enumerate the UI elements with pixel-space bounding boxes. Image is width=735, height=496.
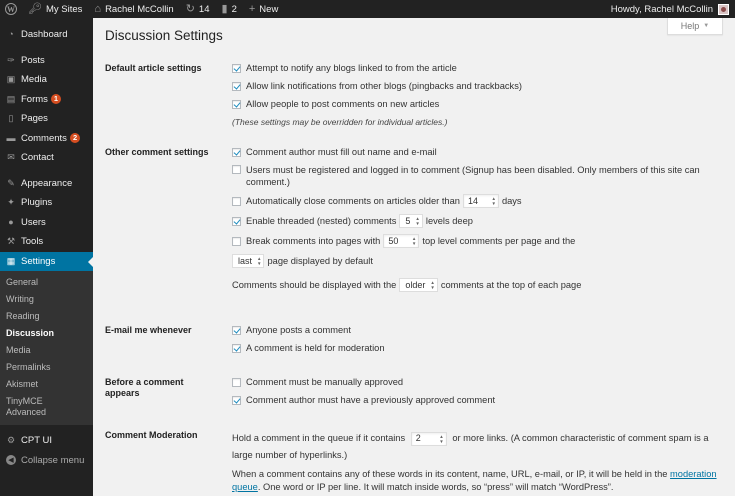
email-moderation-checkbox[interactable]: [232, 344, 241, 353]
howdy-label: Howdy, Rachel McCollin: [610, 3, 713, 15]
default-page-select[interactable]: [232, 254, 264, 268]
option-label: Allow people to post comments on new articles: [246, 99, 440, 109]
moderation-words-description: [232, 468, 722, 494]
option-label: Allow link notifications from other blogs (pingbacks and trackbacks): [246, 81, 522, 91]
wrench-icon: ⚒︎: [6, 236, 16, 247]
submenu-writing[interactable]: Writing: [6, 294, 34, 304]
registration-required-checkbox[interactable]: [232, 165, 241, 174]
option-label: Break comments into pages with: [246, 235, 381, 246]
submenu-tinymce-advanced[interactable]: TinyMCE Advanced: [6, 396, 47, 417]
option-label: Attempt to notify any blogs linked to from the article: [246, 63, 457, 73]
menu-dashboard[interactable]: [0, 25, 93, 45]
my-account-menu[interactable]: [605, 0, 735, 18]
section-label: Comment Moderation: [105, 430, 198, 440]
select-arrows-icon: ▲ ▼: [257, 256, 262, 266]
email-new-comment-checkbox[interactable]: [232, 326, 241, 335]
menu-label: Users: [21, 216, 46, 228]
collapse-arrow-icon: ◀: [6, 455, 16, 465]
input-value: 14: [467, 195, 478, 206]
main-content: [93, 18, 735, 496]
menu-settings[interactable]: [0, 252, 93, 272]
menu-label: Dashboard: [21, 29, 68, 41]
moderation-queue-link[interactable]: moderation queue: [232, 469, 717, 492]
site-name-menu[interactable]: [88, 0, 179, 18]
pages-icon: ▯: [8, 113, 14, 124]
require-name-email-checkbox[interactable]: [232, 148, 241, 157]
option-label: Enable threaded (nested) comments: [246, 215, 397, 226]
paginate-comments-checkbox[interactable]: [232, 237, 241, 246]
option-label: Comments should be displayed with the: [232, 279, 397, 290]
section-label: Before a comment appears: [105, 377, 184, 398]
avatar: [718, 4, 729, 15]
manual-approval-checkbox[interactable]: [232, 378, 241, 387]
new-content-menu[interactable]: [243, 0, 284, 18]
wordpress-logo-menu[interactable]: [0, 0, 22, 18]
submenu-reading[interactable]: Reading: [6, 311, 40, 321]
option-label: Comment author must fill out name and e-mail: [246, 147, 437, 157]
option-label: A comment is held for moderation: [246, 343, 385, 353]
option-label: page displayed by default: [267, 255, 373, 266]
menu-label: Tools: [21, 236, 44, 248]
menu-plugins[interactable]: [0, 193, 93, 213]
override-note: (These settings may be overridden for individual articles.): [232, 117, 448, 127]
my-sites-menu[interactable]: [22, 0, 88, 18]
menu-label: Pages: [21, 113, 48, 125]
my-sites-label: My Sites: [45, 3, 83, 15]
prior-approval-option: [232, 395, 712, 406]
collapse-label: Collapse menu: [21, 454, 85, 466]
paginate-comments-option: [232, 234, 712, 248]
pin-icon: ✑: [7, 54, 15, 65]
registration-required-option: [232, 164, 712, 188]
option-label: top level comments per page and the: [422, 235, 576, 246]
option-label: comments at the top of each page: [440, 279, 582, 290]
input-value: 2: [415, 433, 421, 444]
hold-links-option: [232, 430, 722, 464]
pingbacks-option: [232, 81, 712, 92]
option-label: Comment author must have a previously approved comment: [246, 395, 496, 405]
wordpress-logo-icon: W: [7, 4, 15, 14]
option-label: days: [501, 195, 522, 206]
updates-count: 14: [198, 3, 210, 15]
spinner-icon: ▲ ▼: [411, 236, 417, 246]
page-title: Discussion Settings: [105, 28, 223, 43]
comments-menu[interactable]: [216, 0, 243, 18]
option-label: or more links. (A common characteristic of comment spam is a large number of hyperlinks.): [232, 433, 709, 460]
admin-bar: [0, 0, 735, 18]
option-label: Users must be registered and logged in to comment (Signup has been disabled. Only members of this site can comment.): [246, 165, 700, 187]
menu-label: Posts: [21, 54, 45, 66]
forms-badge: 1: [51, 94, 61, 104]
mail-icon: ✉︎: [7, 152, 15, 163]
media-icon: ▣: [6, 74, 16, 85]
comments-badge: 2: [70, 133, 80, 143]
notify-blogs-option: [232, 63, 712, 74]
option-label: levels deep: [425, 215, 473, 226]
section-label: Other comment settings: [105, 147, 209, 157]
menu-label: Plugins: [21, 197, 53, 209]
forms-icon: ▤: [6, 93, 16, 104]
menu-posts[interactable]: [0, 51, 93, 71]
menu-cpt-ui[interactable]: [0, 431, 93, 451]
updates-icon: ↻: [185, 2, 195, 15]
menu-label: Settings: [21, 255, 56, 267]
option-label: Comment must be manually approved: [246, 377, 404, 387]
gear-icon: ⚙︎: [6, 435, 16, 446]
plus-icon: +: [248, 2, 256, 15]
spinner-icon: ▲ ▼: [439, 433, 444, 444]
notify-blogs-checkbox[interactable]: [232, 64, 241, 73]
my-sites-icon: 🔑︎: [28, 2, 42, 15]
menu-comments[interactable]: [0, 129, 93, 149]
email-moderation-option: [232, 343, 712, 354]
thread-depth-select[interactable]: [399, 214, 422, 228]
submenu-discussion[interactable]: Discussion: [6, 328, 55, 338]
collapse-menu-button[interactable]: [0, 451, 93, 471]
section-label: Default article settings: [105, 63, 202, 73]
max-links-input[interactable]: [411, 432, 447, 446]
help-tab-button[interactable]: [667, 18, 723, 35]
chevron-down-icon: ▼: [703, 23, 710, 29]
menu-label: Appearance: [21, 177, 73, 189]
submenu-akismet[interactable]: Akismet: [6, 379, 39, 389]
comments-icon: ▬: [6, 132, 16, 143]
comment-bubble-icon: ▮: [221, 2, 228, 15]
menu-media[interactable]: [0, 70, 93, 90]
manual-approval-option: [232, 377, 712, 388]
submenu-media[interactable]: Media: [6, 345, 31, 355]
require-name-email-option: [232, 147, 712, 158]
select-value: older: [405, 279, 426, 290]
settings-icon: ▦: [6, 255, 16, 266]
menu-pages[interactable]: [0, 109, 93, 129]
threaded-comments-checkbox[interactable]: [232, 217, 241, 226]
select-arrows-icon: ▲ ▼: [430, 280, 435, 290]
input-value: 50: [388, 235, 399, 246]
menu-label: Comments: [21, 132, 67, 144]
select-arrows-icon: ▲ ▼: [415, 216, 420, 226]
comments-count: 2: [231, 3, 237, 15]
menu-appearance[interactable]: [0, 174, 93, 194]
description-text: . One word or IP per line. It will match inside words, so “press” will match “WordPress”.: [257, 482, 614, 492]
close-days-input[interactable]: [463, 194, 499, 208]
allow-comments-option: [232, 99, 712, 110]
menu-tools[interactable]: [0, 232, 93, 252]
comment-order-option: [232, 278, 712, 292]
menu-forms[interactable]: [0, 90, 93, 110]
admin-menu: [0, 18, 93, 496]
description-text: When a comment contains any of these words in its content, name, URL, e-mail, or IP, it will be held in the: [232, 469, 668, 479]
auto-close-option: [232, 194, 712, 208]
comment-order-select[interactable]: [399, 278, 437, 292]
users-icon: ●: [8, 216, 14, 227]
default-page-option: [232, 254, 712, 268]
menu-label: Forms: [21, 93, 48, 105]
plug-icon: ✦: [7, 197, 15, 208]
option-label: Hold a comment in the queue if it contains: [232, 433, 406, 443]
threaded-comments-option: [232, 214, 712, 228]
comments-per-page-input[interactable]: [383, 234, 419, 248]
option-label: Automatically close comments on articles older than: [246, 195, 460, 206]
allow-comments-checkbox[interactable]: [232, 100, 241, 109]
site-name-label: Rachel McCollin: [105, 3, 174, 15]
dashboard-icon: ◔: [8, 29, 14, 40]
pingbacks-checkbox[interactable]: [232, 82, 241, 91]
email-new-comment-option: [232, 325, 712, 336]
updates-menu[interactable]: [180, 0, 216, 18]
option-label: Anyone posts a comment: [246, 325, 351, 335]
brush-icon: ✎: [7, 177, 15, 188]
prior-approval-checkbox[interactable]: [232, 396, 241, 405]
new-label: New: [259, 3, 279, 15]
menu-label: Media: [21, 74, 47, 86]
submenu-permalinks[interactable]: Permalinks: [6, 362, 51, 372]
home-icon: ⌂: [94, 2, 102, 15]
settings-submenu: [0, 271, 93, 425]
auto-close-checkbox[interactable]: [232, 197, 241, 206]
menu-label: CPT UI: [21, 435, 52, 447]
submenu-general[interactable]: General: [6, 277, 39, 287]
menu-contact[interactable]: [0, 148, 93, 168]
section-label: E-mail me whenever: [105, 325, 192, 335]
select-value: last: [238, 255, 253, 266]
select-value: 5: [405, 215, 411, 226]
spinner-icon: ▲ ▼: [491, 196, 496, 206]
help-label: Help: [680, 21, 700, 31]
menu-label: Contact: [21, 152, 54, 164]
menu-users[interactable]: [0, 213, 93, 233]
